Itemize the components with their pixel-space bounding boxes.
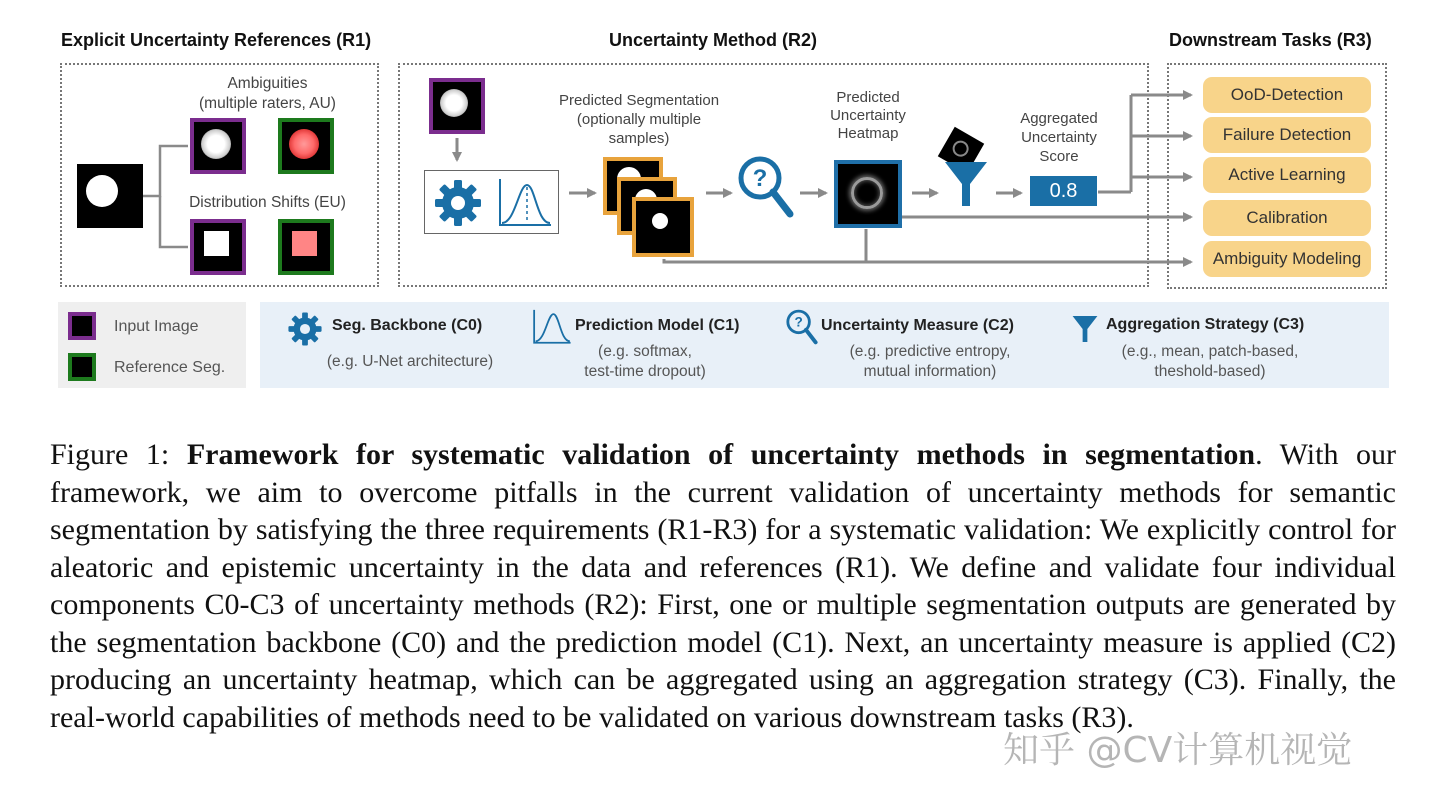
caption-body: . With our framework, we aim to overcome pitfalls in the current validation of uncertainty methods for semantic segmentation by satisfying the three requirements (R1-R3) for a systematic validation: We explicitly control for aleatoric and epistemic uncertainty in the data and references (R1). We define and validate four individual components C0-C3 of uncertainty methods (R2): First, one or multiple segmentation outputs are generated by the segmentation backbone (C0) and the prediction model (C1). Next, an uncertainty measure is applied (C2) producing an uncertainty heatmap, which can be aggregated using an aggregation strategy (C3). Finally, the real-world capabilities of methods need to be validated on various downstream tasks (R3). [50, 438, 1397, 734]
legend-c2-sub2: mutual information) [863, 363, 997, 380]
legend-c0-title: Seg. Backbone (C0) [332, 317, 483, 334]
heatmap-label-2: Uncertainty [830, 107, 906, 124]
legend-funnel-icon [1072, 314, 1098, 344]
score-label-1: Aggregated [1020, 110, 1098, 127]
legend-c2-sub1: (e.g. predictive entropy, [849, 343, 1011, 360]
legend-gear-icon [287, 311, 323, 347]
caption-title: Framework for systematic validation of uncertainty methods in segmentation [186, 438, 1256, 471]
ambiguity-input-image [190, 118, 246, 174]
ambiguities-label: Ambiguities [227, 75, 308, 92]
legend-input-image: Input Image [114, 318, 199, 335]
pred-seg-label-3: samples) [608, 130, 670, 147]
heatmap-label-3: Heatmap [837, 125, 899, 142]
legend-c3-title: Aggregation Strategy (C3) [1106, 316, 1305, 333]
legend-images-panel [58, 302, 246, 388]
svg-text:?: ? [752, 165, 768, 192]
caption-label: Figure 1: [50, 438, 187, 471]
task-ambiguity-modeling: Ambiguity Modeling [1203, 241, 1371, 277]
legend-c3-sub2: theshold-based) [1154, 363, 1266, 380]
uncertainty-score-value: 0.8 [1030, 176, 1097, 206]
uncertainty-heatmap [834, 160, 902, 228]
distribution-icon [497, 177, 553, 229]
task-active-learning: Active Learning [1203, 157, 1371, 193]
legend-c0-sub: (e.g. U-Net architecture) [326, 353, 494, 370]
legend-components-panel [260, 302, 1389, 388]
r2-input-image [429, 78, 485, 134]
legend-c1-sub2: test-time dropout) [584, 363, 706, 380]
shifts-label: Distribution Shifts (EU) [189, 194, 346, 211]
score-label-2: Uncertainty [1021, 129, 1097, 146]
r3-title: Downstream Tasks (R3) [1169, 30, 1372, 50]
input-image-swatch [68, 312, 96, 340]
score-label-3: Score [1039, 148, 1079, 165]
prediction-sample-3 [632, 197, 694, 257]
legend-c1-sub1: (e.g. softmax, [598, 343, 692, 360]
task-calibration: Calibration [1203, 200, 1371, 236]
legend-reference-seg: Reference Seg. [114, 359, 226, 376]
legend-c3-sub1: (e.g., mean, patch-based, [1121, 343, 1299, 360]
uncertainty-measure-magnifier-icon [736, 154, 796, 220]
gear-icon [433, 178, 483, 228]
svg-text:?: ? [794, 314, 803, 330]
legend-magnifier-icon [785, 308, 819, 346]
ambiguities-sublabel: (multiple raters, AU) [199, 95, 336, 112]
shift-input-image [190, 219, 246, 275]
shift-reference-seg [278, 219, 334, 275]
task-failure-detection: Failure Detection [1203, 117, 1371, 153]
pred-seg-label-2: (optionally multiple [576, 111, 702, 128]
pred-seg-label-1: Predicted Segmentation [558, 92, 720, 109]
heatmap-label-1: Predicted [836, 89, 900, 106]
legend-c2-title: Uncertainty Measure (C2) [821, 317, 1014, 334]
legend-c1-title: Prediction Model (C1) [575, 317, 740, 334]
figure-caption [50, 436, 1396, 736]
ambiguity-reference-seg [278, 118, 334, 174]
aggregation-funnel-icon [944, 160, 988, 208]
r1-input-image [77, 164, 143, 228]
watermark: 知乎 @CV计算机视觉 [1003, 730, 1353, 771]
backbone-model-box [424, 170, 559, 234]
task-ood-detection: OoD-Detection [1203, 77, 1371, 113]
reference-seg-swatch [68, 353, 96, 381]
r2-title: Uncertainty Method (R2) [609, 30, 818, 50]
r1-title: Explicit Uncertainty References (R1) [61, 30, 372, 50]
